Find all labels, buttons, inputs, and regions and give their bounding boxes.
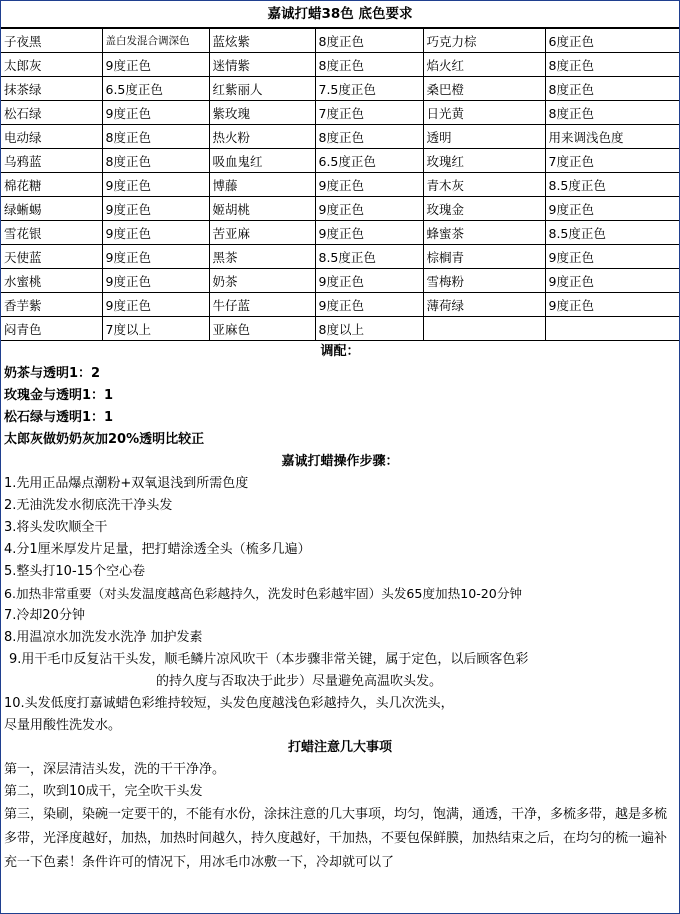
color-requirement-cell: 9度正色 [545,293,679,317]
color-requirement-cell: 用来调浅色度 [545,125,679,149]
mixing-line: 奶茶与透明1：2 [4,366,101,381]
color-requirement-cell: 9度正色 [545,197,679,221]
color-name-cell: 红紫丽人 [209,77,315,101]
color-row [1,101,679,125]
color-requirement-cell: 9度正色 [545,245,679,269]
color-row [1,293,679,317]
note-2: 第二，吹到10成干，完全吹干头发 [4,784,203,799]
color-requirement-cell: 9度正色 [545,269,679,293]
color-name-cell: 薄荷绿 [423,293,545,317]
color-requirement-cell: 8度正色 [315,125,423,149]
step-7: 7.冷却20分钟 [4,608,85,623]
color-row [1,317,679,341]
color-requirement-cell: 9度正色 [315,269,423,293]
color-name-cell: 苦亚麻 [209,221,315,245]
color-requirement-cell: 8.5度正色 [545,173,679,197]
color-name-cell: 松石绿 [1,101,102,125]
color-name-cell: 吸血鬼红 [209,149,315,173]
color-requirement-cell: 9度正色 [102,197,209,221]
color-name-cell: 巧克力棕 [423,29,545,53]
note-1: 第一，深层清洁头发，洗的干干净净。 [4,762,226,777]
color-requirement-cell: 9度正色 [102,269,209,293]
color-name-cell: 电动绿 [1,125,102,149]
color-name-cell: 迷情紫 [209,53,315,77]
color-table-body [1,29,679,341]
color-requirement-cell: 7度正色 [545,149,679,173]
color-requirement-cell: 8度正色 [315,29,423,53]
color-requirement-cell: 8度正色 [102,125,209,149]
color-requirement-cell: 8度正色 [545,53,679,77]
color-requirement-cell: 8.5度正色 [545,221,679,245]
color-name-cell: 透明 [423,125,545,149]
color-name-cell: 青木灰 [423,173,545,197]
color-name-cell: 焰火红 [423,53,545,77]
step-6: 6.加热非常重要（对头发温度越高色彩越持久，洗发时色彩越牢固）头发65度加热10-20分钟 [4,586,523,601]
mixing-line: 玫瑰金与透明1：1 [4,388,114,403]
steps-title: 嘉诚打蜡操作步骤： [281,454,399,469]
color-name-cell: 日光黄 [423,101,545,125]
color-requirement-cell: 7度以上 [102,317,209,341]
color-name-cell: 牛仔蓝 [209,293,315,317]
color-requirement-cell: 6度正色 [545,29,679,53]
color-requirement-cell: 9度正色 [102,53,209,77]
color-name-cell: 紫玫瑰 [209,101,315,125]
color-name-cell: 棕榈青 [423,245,545,269]
color-name-cell: 乌鸦蓝 [1,149,102,173]
step-5: 5.整头打10-15个空心卷 [4,564,146,579]
step-4: 4.分1厘米厚发片足量，把打蜡涂透全头（梳多几遍） [4,542,311,557]
color-name-cell: 桑巴橙 [423,77,545,101]
color-row [1,77,679,101]
color-name-cell: 绿蜥蜴 [1,197,102,221]
color-name-cell [423,317,545,341]
note-3: 第三，染刷，染碗一定要干的，不能有水份，涂抹注意的几大事项，均匀，饱满，通透，干净，多梳多带，越是多梳多带，光泽度越好，加热，加热时间越久，持久度越好，干加热，不要包保鲜膜，加热结束之后，在均匀的梳一遍补充一下色素！条件许可的情况下，用冰毛巾冰敷一下，冷却就可以了 [4,807,668,870]
color-requirement-cell: 6.5度正色 [315,149,423,173]
step-1: 1.先用正品爆点潮粉+双氧退浅到所需色度 [4,476,249,491]
mixing-title: 调配： [320,344,360,359]
step-10-line-2: 尽量用酸性洗发水。 [4,718,122,733]
color-requirement-cell: 8度正色 [545,101,679,125]
step-9-line-1: 9.用干毛巾反复沾干头发，顺毛鳞片凉风吹干（本步骤非常关键，属于定色，以后顾客色彩 [9,652,529,667]
color-requirement-cell: 7度正色 [315,101,423,125]
color-row [1,245,679,269]
color-requirement-cell: 8度正色 [102,149,209,173]
color-name-cell: 博藤 [209,173,315,197]
color-name-cell: 热火粉 [209,125,315,149]
step-9-line-2: 的持久度与否取决于此步）尽量避免高温吹头发。 [156,674,443,689]
color-name-cell: 玫瑰金 [423,197,545,221]
color-requirement-cell: 9度正色 [315,197,423,221]
step-3: 3.将头发吹顺全干 [4,520,108,535]
color-requirement-cell: 6.5度正色 [102,77,209,101]
step-2: 2.无油洗发水彻底洗干净头发 [4,498,173,513]
color-row [1,53,679,77]
step-10-line-1: 10.头发低度打嘉诚蜡色彩维持较短，头发色度越浅色彩越持久，头几次洗头， [4,696,454,711]
color-name-cell: 子夜黑 [1,29,102,53]
color-name-cell: 雪花银 [1,221,102,245]
color-requirement-cell: 9度正色 [315,173,423,197]
color-name-cell: 姬胡桃 [209,197,315,221]
color-row [1,149,679,173]
page-title: 嘉诚打蜡38色 底色要求 [1,1,679,28]
color-name-cell: 闷青色 [1,317,102,341]
step-8: 8.用温凉水加洗发水洗净 加护发素 [4,630,203,645]
color-row [1,269,679,293]
color-requirement-cell: 8度正色 [315,53,423,77]
color-requirement-cell: 9度正色 [102,221,209,245]
color-name-cell: 蓝炫紫 [209,29,315,53]
color-requirement-cell: 盖白发混合调深色 [102,29,209,53]
color-requirement-cell: 9度正色 [315,221,423,245]
color-requirement-cell: 9度正色 [102,101,209,125]
color-requirement-cell: 9度正色 [315,293,423,317]
color-name-cell: 黑茶 [209,245,315,269]
color-name-cell: 玫瑰红 [423,149,545,173]
color-name-cell: 奶茶 [209,269,315,293]
color-name-cell: 雪梅粉 [423,269,545,293]
color-row [1,197,679,221]
color-name-cell: 棉花糖 [1,173,102,197]
color-name-cell: 香芋紫 [1,293,102,317]
color-row [1,29,679,53]
color-name-cell: 蜂蜜茶 [423,221,545,245]
color-requirement-cell: 8.5度正色 [315,245,423,269]
color-row [1,125,679,149]
color-row [1,221,679,245]
color-requirement-cell: 7.5度正色 [315,77,423,101]
color-name-cell: 太郎灰 [1,53,102,77]
color-requirement-cell [545,317,679,341]
color-name-cell: 天使蓝 [1,245,102,269]
color-requirement-cell: 9度正色 [102,245,209,269]
color-table [1,28,679,341]
mixing-line: 太郎灰做奶奶灰加20%透明比较正 [4,432,205,447]
mixing-line: 松石绿与透明1：1 [4,410,114,425]
color-name-cell: 水蜜桃 [1,269,102,293]
color-name-cell: 亚麻色 [209,317,315,341]
color-requirement-cell: 8度以上 [315,317,423,341]
color-requirement-cell: 8度正色 [545,77,679,101]
color-requirement-cell: 9度正色 [102,173,209,197]
color-name-cell: 抹茶绿 [1,77,102,101]
color-row [1,173,679,197]
notes-title: 打蜡注意几大事项 [287,740,392,755]
color-requirement-cell: 9度正色 [102,293,209,317]
